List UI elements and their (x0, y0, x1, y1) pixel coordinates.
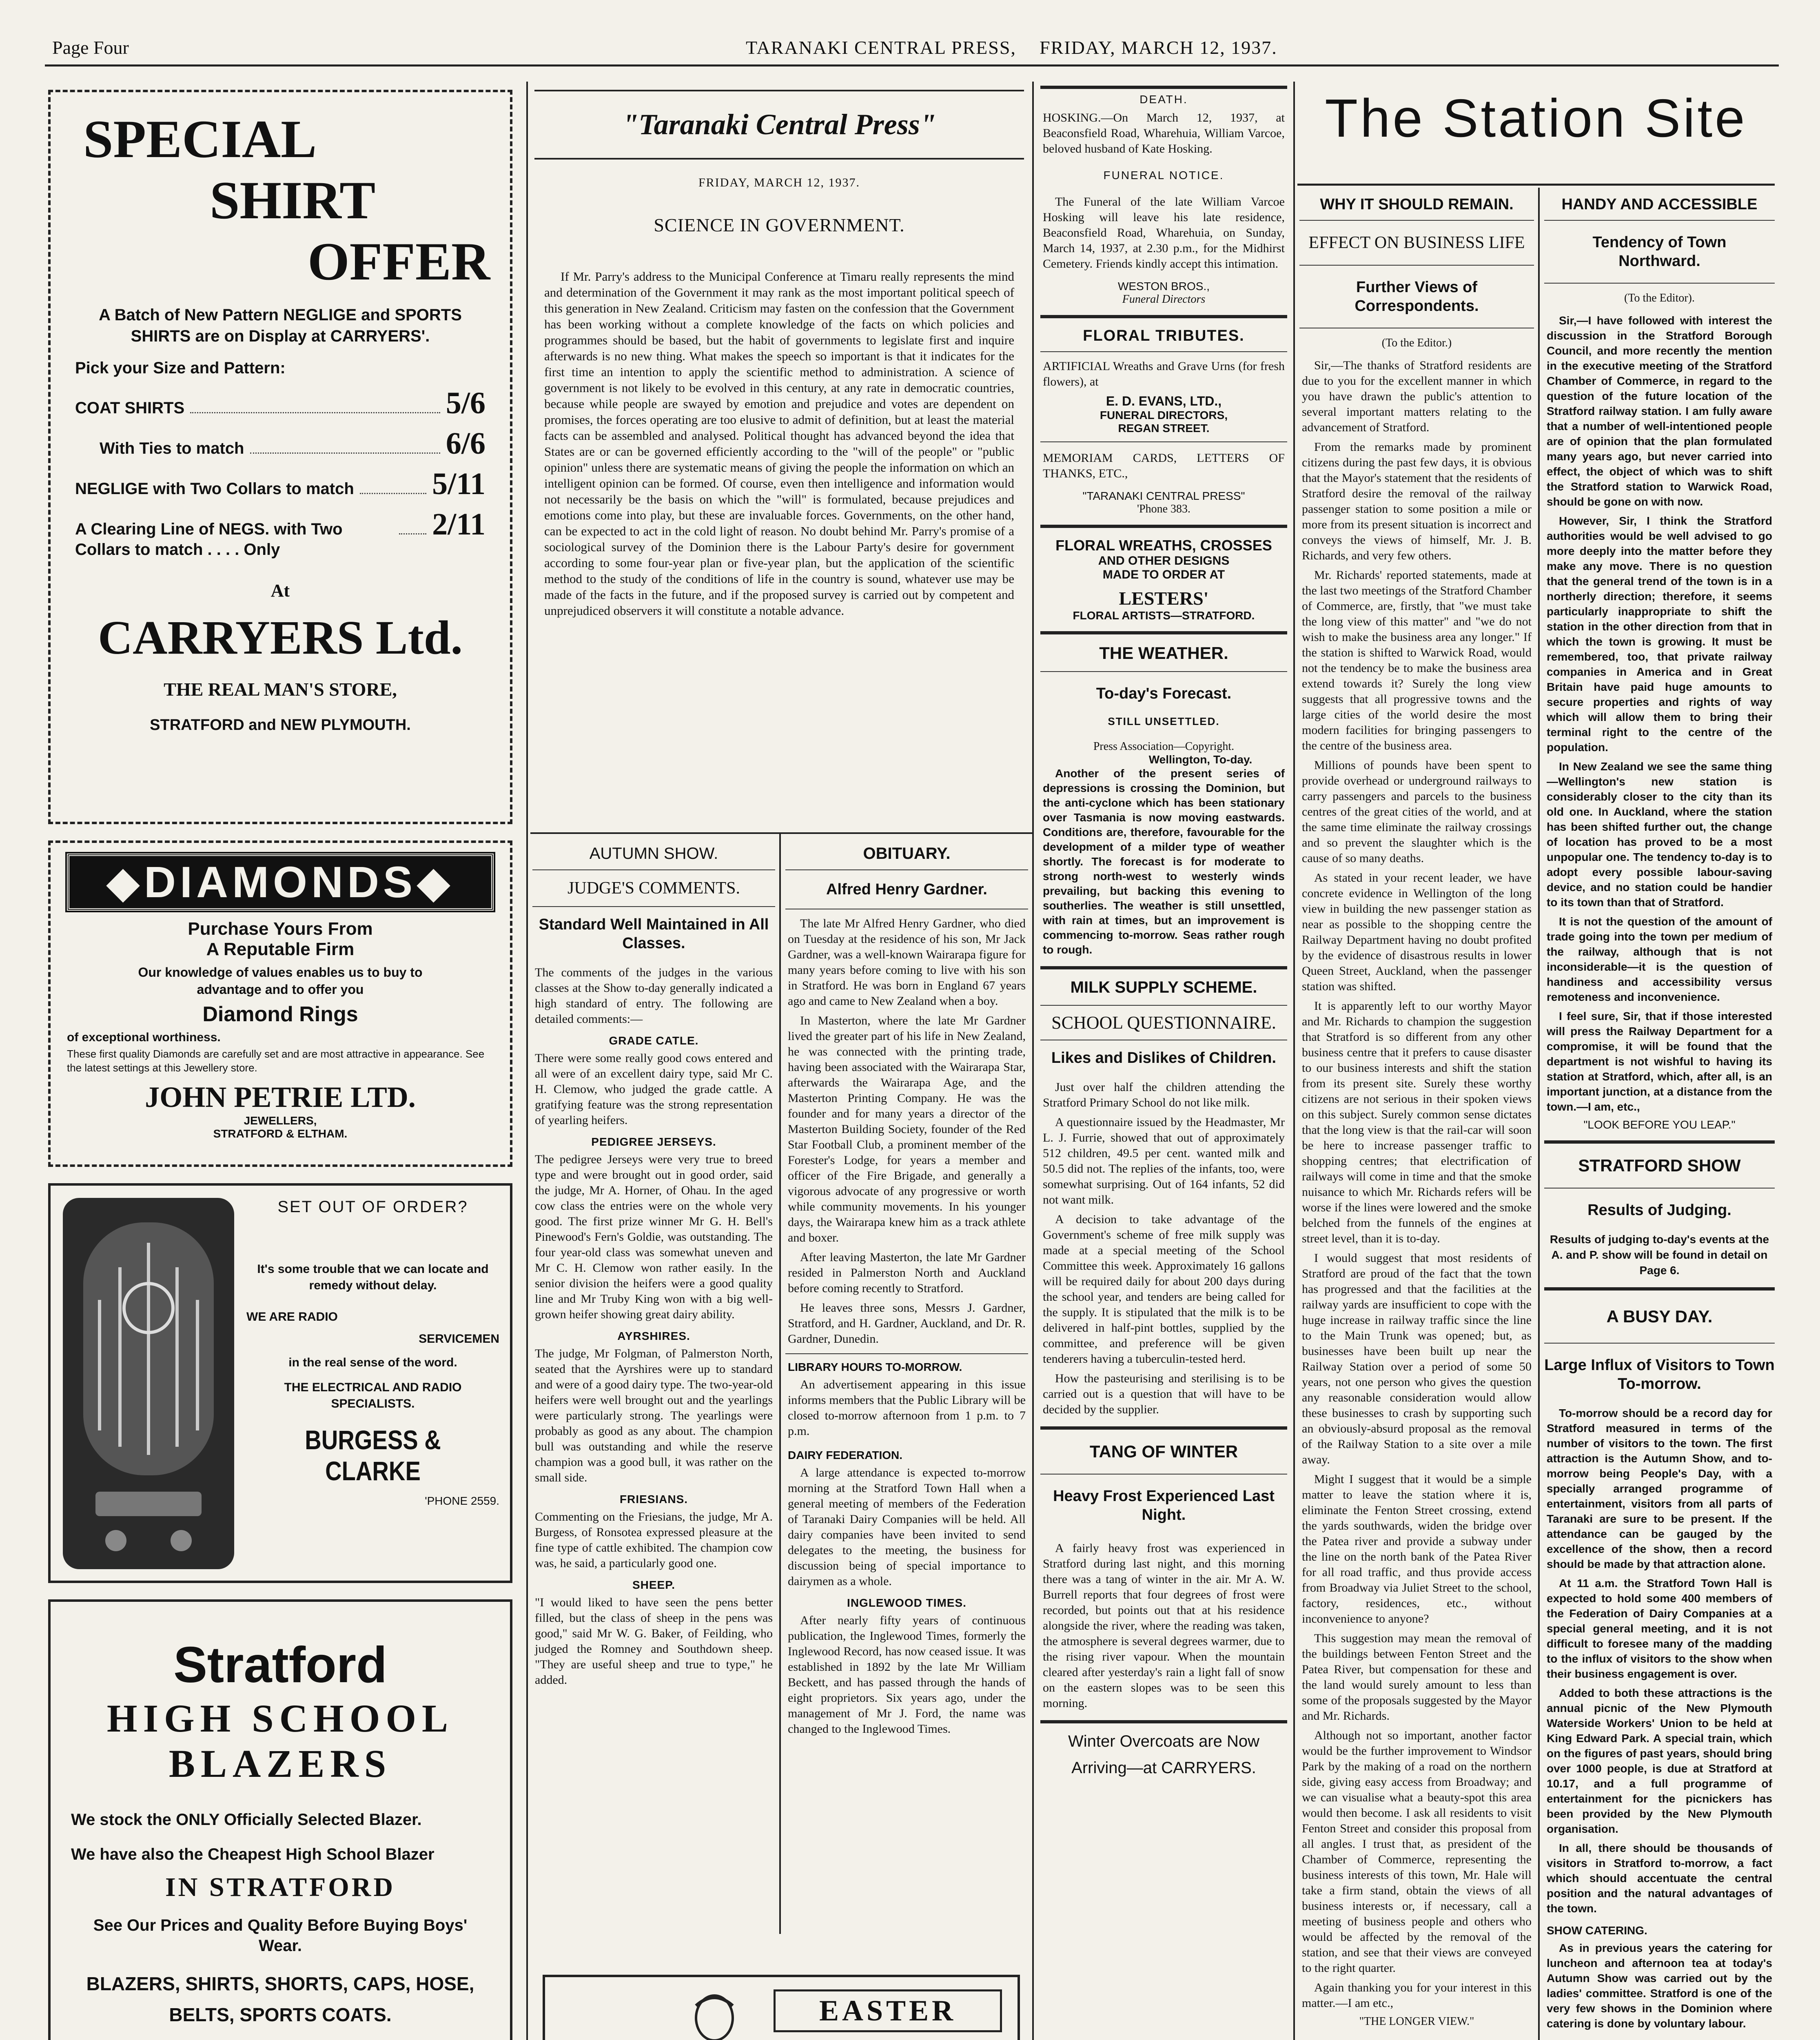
radio-ad-p2 (246, 1310, 499, 1346)
radio-ad-question: SET OUT OF ORDER? (277, 1198, 468, 1216)
milk-deck: Likes and Dislikes of Children. (1051, 1049, 1277, 1067)
radio-ad (48, 1183, 512, 1583)
radio-ad-copy (246, 1198, 499, 1508)
funeral-body: The Funeral of the late William Varcoe Hosking will leave his late residence, Beaconsfield Road, Wharehuia, on Sunday, March 14, 1937, at 2.30 p.m., for the Midhirst Cemetery. Friends kindly accept this intimation. (1043, 195, 1285, 271)
frost-deck: Heavy Frost Experienced Last Night. (1053, 1488, 1275, 1523)
lesters-l2: AND OTHER DESIGNS (1098, 554, 1230, 568)
easter-ad (543, 1975, 1020, 2040)
section-rule (530, 832, 1032, 834)
blazer-ad-title-3: BLAZERS (168, 1742, 392, 1785)
floral-title: FLORAL TRIBUTES. (1083, 327, 1245, 344)
station-right-column (1544, 192, 1775, 2040)
station-left-p3: Mr. Richards' reported statements, made at the last two meetings of the Stratford Chamber of Commerce, are, firstly, that "we must take the long view of this matter" and "we do not wish to make the business area any longer." If the station is shifted to Warwick Road, would not the tendency be to make the business area extend towards it? Surely the long view suggests that all progressive towns and the large cities of the world desire the most modern facilities for bringing passengers to the centre of the business area. (1302, 568, 1532, 752)
obituary-p1: The late Mr Alfred Henry Gardner, who died on Tuesday at the residence of his son, Mr Jack Gardner, was a well-known Wairarapa figure for many years before coming to live with his son in Stratford. He was born in England 67 years ago and came to New Zealand when a boy. (788, 917, 1026, 1008)
editorial-section (534, 82, 1024, 828)
station-right-deck: Tendency of Town Northward. (1592, 234, 1727, 270)
diamonds-tagline-2: A Reputable Firm (206, 939, 355, 959)
funeral-title: FUNERAL NOTICE. (1103, 169, 1224, 182)
section-rule (1297, 184, 1775, 186)
inglewood-title: INGLEWOOD TIMES. (847, 1597, 967, 1609)
obituary-title: OBITUARY. (863, 845, 951, 863)
shirt-ad-towns: STRATFORD and NEW PLYMOUTH. (150, 716, 411, 734)
station-left-sub: EFFECT ON BUSINESS LIFE (1308, 233, 1525, 252)
station-left-deck: Further Views of Correspondents. (1354, 279, 1479, 315)
station-left-p1: Sir,—The thanks of Stratford residents are due to you for the excellent manner in which you have drawn the public's attention to several important matters relating to the advancement of Stratford. (1302, 359, 1532, 434)
lesters-firm: LESTERS' (1119, 588, 1209, 609)
price-label: With Ties to match (100, 439, 244, 457)
masthead (52, 37, 1774, 61)
blazer-ad-line-4: See Our Prices and Quality Before Buying Boys' Wear. (93, 1916, 468, 1955)
autumn-show-p1: There were some really good cows entered and all were of an excellent dairy type, said Mr C. H. Clemow, who judged the grade cattle. A gratifying feature was the strong representation of yearling heifers. (535, 1051, 773, 1127)
memoriam-body: MEMORIAM CARDS, LETTERS OF THANKS, ETC., (1043, 451, 1285, 480)
issue-date: FRIDAY, MARCH 12, 1937. (1040, 37, 1277, 58)
station-left-p2: From the remarks made by prominent citizens during the past few days, it is obvious that the Mayor's statement that the residents of Stratford desire the removal of the railway passenger station to some position a mile or more from its present situation is incorrect and conveys the views of himself, Mr. J. B. Richards, and very few others. (1302, 440, 1532, 562)
milk-title: MILK SUPPLY SCHEME. (1070, 978, 1257, 996)
station-right-p5: I feel sure, Sir, that if those interested will press the Railway Department for a compromise, it will be found that the department is not wishful to having its station at Stratford, which, after all, is an important junction, at a distance from the town.—I am, etc., (1547, 1010, 1772, 1113)
editorial-date: FRIDAY, MARCH 12, 1937. (698, 176, 860, 189)
column-rule (1032, 82, 1034, 2040)
floral-addr: REGAN STREET. (1118, 422, 1210, 435)
station-left-p4: Millions of pounds have been spent to provide overhead or underground railways to carry passengers and parcels to the business centres of the great cities of the world, and at the same time eliminate the railway crossings and so prevent the slaughter which is the cause of so many deaths. (1302, 758, 1532, 865)
funeral-role: Funeral Directors (1122, 293, 1206, 306)
shirt-ad-title-2: SHIRT (210, 170, 376, 230)
blazer-ad-line-3: IN STRATFORD (165, 1872, 395, 1902)
column-rule (1538, 188, 1540, 2040)
diamonds-title: DIAMONDS (144, 857, 417, 907)
diamonds-firm: JOHN PETRIE LTD. (145, 1081, 416, 1113)
busy-p4: In all, there should be thousands of visitors in Stratford to-morrow, a fact which should accentuate the central position and the natural advantages of the town. (1547, 1842, 1772, 1915)
radio-ad-p1: It's some trouble that we can locate and remedy without delay. (257, 1262, 489, 1292)
radio-ad-p4: THE ELECTRICAL AND RADIO SPECIALISTS. (284, 1381, 462, 1410)
station-left-p10: Although not so important, another factor would be the further improvement to Windsor Park by the making of a road on the northern side, giving easy access from Broadway; and we can visualise what a beauty-spot this area would then become. I ask all residents to visit Fenton Street and consider this proposal from all angles. I trust that, as president of the Chamber of Commerce, representing the business interests of this town, Mr. Hale will take a firm stand, obtain the views of all business interests or, if necessary, call a meeting of business people and others who would be affected by the removal of the station, and see that their views are conveyed to the right quarter. (1302, 1729, 1532, 1975)
floral-role: FUNERAL DIRECTORS, (1100, 409, 1228, 421)
diamonds-tagline-1: Purchase Yours From (188, 919, 373, 939)
paper-name: TARANAKI CENTRAL PRESS, (746, 37, 1016, 58)
diamonds-body-1: Our knowledge of values enables us to buy to advantage and to offer you (138, 965, 423, 997)
lesters-l1: FLORAL WREATHS, CROSSES (1055, 537, 1272, 554)
column-rule (526, 82, 528, 2040)
dairy-body: A large attendance is expected to-morrow morning at the Stratford Town Hall when a general meeting of members of the Federation of Taranaki Dairy Companies will be held. All dairy companies have been invited to send delegates to the meeting, the business for discussion being of special importance to dairymen as a whole. (788, 1466, 1026, 1588)
milk-p1: Just over half the children attending the Stratford Primary School do not like milk. (1043, 1080, 1285, 1109)
price-value: 6/6 (446, 426, 485, 461)
shirt-ad-title-1: SPECIAL (83, 109, 317, 169)
easter-ad-title: EASTER (774, 1989, 1002, 2032)
price-label: A Clearing Line of NEGS. with Two Collars to match . . . . Only (75, 520, 343, 559)
blazer-ad-line-5: BLAZERS, SHIRTS, SHORTS, CAPS, HOSE, BELTS, SPORTS COATS. (86, 1973, 474, 2025)
station-left-editor: (To the Editor.) (1381, 337, 1452, 349)
page-number: Page Four (52, 37, 129, 58)
blazer-ad-title-2: HIGH SCHOOL (106, 1696, 454, 1740)
editorial-body: If Mr. Parry's address to the Municipal Conference at Timaru really represents the mind and determination of the Government it may rank as the most important political speech of this generation in New Zealand. Criticism may fasten on the confession that the Government has been working without a complete knowledge of the facts on which policies and programmes should be based, but the habit of governments to legislate first and inquire afterwards is no new thing. What makes the speech so important is that it indicates for the first time an intention to apply the scientific method to administration. A science of government is not likely to be evolved in this century, at any rate in democratic countries, because while people are swayed by emotion and prejudice and votes are dependent on promises, the forces operating are too elusive to admit of definition, but at least the material facts can be assembled and analysed. Political thought has advanced beyond the idea that States are or can be governed efficiently according to the "will of the people" or "public opinion" unless there are systematic means of giving the people the information on which an intelligent opinion can be formed. Of course, even then intelligence and information would not necessarily be the basis on which the "will" is formulated, because prejudices and emotions come into play, but these are invaluable forces. Governments, on the other hand, can be expected to act in the cold light of reason. No doubt behind Mr. Parry's promise of a sociological survey of the Dominion there is the Labour Party's desire for government according to some four-year plan or five-year plan, but the application of the scientific method to the study of the conditions of life in the country is sound, whatever use may be made of the facts in the future, and if the proposed survey is carried out by competent and unprejudiced observers it will constitute a notable advance. (544, 269, 1014, 618)
weather-title: THE WEATHER. (1099, 643, 1228, 663)
autumn-show-p3: The judge, Mr Folgman, of Palmerston North, seated that the Ayrshires were up to standard and were of a good dairy type. The two-year-old heifers were well brought out and the yearlings were particularly strong. The yearlings were probably as good as any about. The champion bull was outstanding and while the reserve champion was a good bull, it was rather on the small side. (535, 1347, 773, 1484)
column-rule (779, 832, 781, 1934)
station-right-p2: However, Sir, I think the Stratford authorities would be well advised to go more deeply into the matter before they make any move. There is no question that the general trend of the town is in a northerly direction; therefore, it seems particularly inappropriate to shift the station in the other direction from that in which the town is growing. It must be remembered, too, that private railway companies in America and in Great Britain have paid huge amounts to secure properties and rights of way which will allow them to bring their terminal right to the centre of the population. (1547, 514, 1772, 754)
shirt-offer-ad (48, 90, 512, 824)
station-left-p6: It is apparently left to our worthy Mayor and Mr. Richards to champion the suggestion that Stratford is so different from any other business centre that it prefers to cause disaster to our business interests and shift the station from its present site. Surely these worthy citizens are not serious in their spoken views on this subject. Surely common sense dictates that the long view is that the rail-car will soon be here to increase passenger traffic to shopping centres; that electrification of railways will come in time and that the smoke nuisance to which Mr. Richards refers will be worse if the lines were lowered and the smoke belched from the funnels of the engines at street level, than it is to-day. (1302, 999, 1532, 1245)
catering-title: SHOW CATERING. (1547, 1924, 1647, 1937)
overcoats-l1: Winter Overcoats are Now (1068, 1732, 1260, 1750)
shirt-ad-intro: A Batch of New Pattern NEGLIGE and SPORTS SHIRTS are on Display at CARRYERS'. (99, 306, 462, 345)
man-in-suit-illustration (667, 1989, 761, 2040)
catering-body: As in previous years the catering for luncheon and afternoon tea at today's Autumn Show was carried out by the ladies' committee. Stratford is one of the very few shows in the Dominion where catering is done by voluntary labour. (1547, 1942, 1772, 2030)
blazer-ad-title-1: Stratford (173, 1637, 387, 1693)
blazer-ad-line-2: We have also the Cheapest High School Blazer (71, 1845, 434, 1863)
station-banner: The Station Site (1325, 88, 1747, 148)
autumn-show-sub: JUDGE'S COMMENTS. (568, 879, 740, 898)
price-row-with-ties (75, 426, 485, 461)
diamonds-trade: JEWELLERS, (244, 1114, 317, 1127)
busy-p2: At 11 a.m. the Stratford Town Hall is expected to hold some 400 members of the Federation of Dairy Companies at a special general meeting, and it is not difficult to foresee many of the madding to the influx of visitors to the show when their business engagement is over. (1547, 1577, 1772, 1680)
overcoats-l2: Arriving—at CARRYERS. (1071, 1759, 1256, 1777)
weather-credit: Press Association—Copyright. (1093, 740, 1235, 753)
library-title: LIBRARY HOURS TO-MORROW. (788, 1361, 962, 1373)
autumn-show-p4: Commenting on the Friesians, the judge, Mr A. Burgess, of Ronsotea expressed pleasure at the fine type of cattle exhibited. The champion cow was, he said, a particularly good one. (535, 1510, 773, 1570)
column-rule (1293, 82, 1295, 2040)
masthead-rule (45, 64, 1779, 67)
autumn-show-deck: Standard Well Maintained in All Classes. (539, 916, 769, 952)
diamonds-body-3: These first quality Diamonds are carefully set and are most attractive in appearance. See the latest settings at this Jewellery store. (67, 1048, 485, 1074)
busy-deck: Large Influx of Visitors to Town To-morrow. (1544, 1357, 1775, 1393)
lesters-role: FLORAL ARTISTS—STRATFORD. (1073, 609, 1255, 622)
obituary-p4: He leaves three sons, Messrs J. Gardner, Stratford, and H. Gardner, Auckland, and Dr. R. Gardner, Dunedin. (788, 1301, 1026, 1346)
autumn-show-article (532, 840, 775, 1934)
death-body: HOSKING.—On March 12, 1937, at Beaconsfield Road, Wharehuia, William Varcoe, beloved husband of Kate Hosking. (1043, 111, 1285, 155)
radio-icon (59, 1194, 238, 1573)
diamond-icon: ◆ (417, 857, 455, 907)
weather-place: Wellington, To-day. (1148, 753, 1252, 766)
station-left-sign: "THE LONGER VIEW." (1359, 2015, 1474, 2028)
price-row-coat-shirts (75, 386, 485, 421)
gentleman-icon (667, 1989, 761, 2040)
lesters-l3: MADE TO ORDER AT (1102, 568, 1225, 581)
weather-status: STILL UNSETTLED. (1108, 715, 1220, 727)
diamonds-banner (67, 854, 494, 911)
busy-title: A BUSY DAY. (1606, 1307, 1713, 1326)
station-left-p8: Might I suggest that it would be a simple matter to leave the station where it is, eliminate the Fenton Street crossing, extend the yards southwards, widen the bridge over the Patea river and provide a subway under the line on the north bank of the Patea River for all road traffic, and thus provide access from Broadway via Juliet Street to the school, factory, residences, etc., without inconvenience to anyone? (1302, 1472, 1532, 1625)
radio-ad-p2a: WE ARE RADIO (246, 1310, 338, 1324)
radio-ad-p2b: SERVICEMEN (419, 1332, 499, 1346)
autumn-show-p5: "I would liked to have seen the pens better filled, but the class of sheep in the pens was good," said Mr W. G. Baker, of Feilding, who judged the Romney and Southdown sheep. "They are useful sheep and true to type," he added. (535, 1596, 773, 1687)
autumn-show-s5: SHEEP. (632, 1579, 676, 1591)
show-title: STRATFORD SHOW (1578, 1156, 1741, 1175)
busy-p3: Added to both these attractions is the annual picnic of the New Plymouth Waterside Workers' Union to be held at King Edward Park. A special train, which on the figures of past years, should bring over 1000 people, is due at Stratford at 10.17, and a full programme of entertainment for the picnickers has been provided by the New Plymouth organisation. (1547, 1687, 1772, 1835)
floral-firm: E. D. EVANS, LTD., (1106, 394, 1222, 408)
station-left-title: WHY IT SHOULD REMAIN. (1320, 196, 1514, 213)
milk-p2: A questionnaire issued by the Headmaster, Mr L. J. Furrie, showed that out of approximately 512 children, 49.5 per cent. wanted milk and 50.5 did not. The replies of the infants, too, were somewhat surprising. Out of 164 infants, 52 did not want milk. (1043, 1115, 1285, 1206)
radio-ad-p3: in the real sense of the word. (288, 1356, 457, 1369)
shirt-ad-title-3: OFFER (308, 231, 490, 291)
shirt-ad-slogan: THE REAL MAN'S STORE, (164, 679, 397, 700)
station-left-p11: Again thanking you for your interest in this matter.—I am etc., (1302, 1981, 1532, 2010)
station-left-p7: I would suggest that most residents of Stratford are proud of the fact that the town has progressed and that the facilities at the railway yards are insufficient to cope with the huge increase in railway traffic since the line to the Main Trunk was opened; but, as businesses have been built up near the Railway Station over a period of some 50 years, not one person who gives the question any reasonable consideration would allow these businesses to crash by supporting such an obviously-absurd proposal as the removal of the Railway Station to a site over a mile away. (1302, 1251, 1532, 1466)
memoriam-paper: "TARANAKI CENTRAL PRESS" (1082, 490, 1245, 502)
show-body: Results of judging to-day's events at the A. and P. show will be found in detail on Page 6. (1550, 1233, 1769, 1277)
milk-p4: How the pasteurising and sterilising is to be carried out is a question that will have to be decided by the supplier. (1043, 1372, 1285, 1416)
notices-column (1040, 82, 1287, 2040)
station-left-p9: This suggestion may mean the removal of the buildings between Fenton Street and the Patea River, but compensation for these and the land would surely amount to less than some of the proposals suggested by the Mayor and Mr. Richards. (1302, 1632, 1532, 1723)
station-left-column (1299, 192, 1534, 2040)
price-value: 2/11 (432, 507, 485, 541)
price-row-neglige (75, 466, 485, 502)
station-right-p1: Sir,—I have followed with interest the discussion in the Stratford Borough Council, and more recently the mention in the executive meeting of the Stratford Chamber of Commerce, in regard to the question of the future location of the Stratford railway station. I am fully aware that a number of well-intentioned people are of opinion that the plan formulated many years ago, but never carried into effect, the object of which was to shift the Stratford station to Warwick Road, should be gone on with now. (1547, 314, 1772, 508)
autumn-show-s4: FRIESIANS. (619, 1493, 688, 1506)
inglewood-body: After nearly fifty years of continuous publication, the Inglewood Times, formerly the Inglewood Record, has now ceased issue. It was established in 1892 by the late Mr William Beckett, and has passed through the hands of eight proprietors. Six years ago, under the management of Mr J. Ford, the name was changed to the Inglewood Times. (788, 1614, 1026, 1736)
funeral-firm: WESTON BROS., (1117, 280, 1210, 293)
editorial-headline: SCIENCE IN GOVERNMENT. (654, 215, 905, 235)
station-right-p3: In New Zealand we see the same thing—Wellington's new station is considerably closer to the city than its old one. In Auckland, where the station has been shifted further out, the change of location has proved to be a most unpopular one. The tendency to-day is to adopt every possible labour-saving device, and no station could be handier to its town than that of Stratford. (1547, 760, 1772, 909)
price-value: 5/6 (446, 386, 485, 420)
easter-ad-copy (774, 1989, 1002, 2040)
obituary-p2: In Masterton, where the late Mr Gardner lived the greater part of his life in New Zealand, he was connected with the printing trade, having been associated with the Wairarapa Star, afterwards the Wairarapa Age, and the Masterton Printing Company. He was the founder and for many years a director of the Masterton Building Society, founder of the Red Star Football Club, a prominent member of the Forester's Lodge, for years a member and officer of the Fire Brigade, and generally a vigorous advocate of any progressive or worth while community movements. In his younger days, the Wairarapa knew him as a track athlete and boxer. (788, 1014, 1026, 1244)
radio-set-illustration (59, 1194, 238, 1573)
autumn-show-p2: The pedigree Jerseys were very true to breed type and were brought out in good order, said the judge, Mr A. Horner, of Ohau. In the aged cow class the entries were on the whole very good. The first prize winner Mr G. H. Bell's Pinewood's Fern's Goldie, was outstanding. The four year-old class was somewhat uneven and Mr C. H. Clemow won rather easily. In the senior division the heifers were a good quality line and Mr Truby King won with a big well-grown heifer showing great dairy ability. (535, 1153, 773, 1321)
obituary-column (785, 840, 1028, 1934)
dairy-title: DAIRY FEDERATION. (788, 1449, 903, 1461)
editorial-flag: "Taranaki Central Press" (622, 108, 936, 141)
price-label: COAT SHIRTS (75, 399, 185, 417)
station-right-sign: "LOOK BEFORE YOU LEAP." (1583, 1118, 1736, 1131)
obituary-name: Alfred Henry Gardner. (826, 881, 987, 898)
diamonds-body-2: of exceptional worthiness. (67, 1031, 221, 1044)
shirt-ad-at: At (270, 581, 290, 601)
station-right-title: HANDY AND ACCESSIBLE (1561, 196, 1758, 213)
blazer-ad-line-1: We stock the ONLY Officially Selected Blazer. (71, 1811, 422, 1829)
radio-ad-phone: 'PHONE 2559. (425, 1495, 499, 1507)
obituary-p3: After leaving Masterton, the late Mr Gardner resided in Palmerston North and Auckland before coming recently to Stratford. (788, 1251, 1026, 1295)
station-right-p4: It is not the question of the amount of trade going into the town per medium of the railway, although that is not inconsiderable—it is the question of handiness and accessibility versus remoteness and inconvenience. (1547, 915, 1772, 1003)
diamonds-rings: Diamond Rings (202, 1002, 358, 1026)
shirt-ad-store: CARRYERS Ltd. (98, 611, 463, 664)
weather-body: Another of the present series of depressions is crossing the Dominion, but the anti-cyclone which has been stationary over Tasmania is now moving eastwards. Conditions are, therefore, favourable for the development of a milder type of weather shortly. The forecast is for moderate to strong north-west to westerly winds prevailing, but backing this evening to southerlies. The weather is still unsettled, with rain at times, but an improvement is commencing to-morrow. Seas rather rough to rough. (1043, 767, 1285, 956)
autumn-show-intro: The comments of the judges in the various classes at the Show to-day generally indicated a high standard of entry. The following are detailed comments:— (535, 966, 773, 1026)
floral-body: ARTIFICIAL Wreaths and Grave Urns (for fresh flowers), at (1043, 359, 1285, 388)
autumn-show-s1: GRADE CATLE. (609, 1034, 699, 1047)
radio-ad-firm: BURGESS & CLARKE (305, 1425, 441, 1486)
weather-sub: To-day's Forecast. (1096, 685, 1232, 702)
death-title: DEATH. (1139, 93, 1188, 106)
blazer-ad (48, 1599, 512, 2040)
frost-body: A fairly heavy frost was experienced in Stratford during last night, and this morning there was a tang of winter in the air. Mr A. W. Burrell reports that four degrees of frost were recorded, but points out that at his residence alongside the river, where the reading was taken, the atmosphere is several degrees warmer, due to the rising river vapour. When the mountain cleared after yesterday's rain a light fall of snow on the eastern slopes was to be seen this morning. (1043, 1541, 1285, 1710)
price-row-clearing-line (75, 507, 485, 560)
diamonds-towns: STRATFORD & ELTHAM. (213, 1127, 348, 1140)
library-body: An advertisement appearing in this issue informs members that the Public Library will be closed to-morrow afternoon from 1 p.m. to 7 p.m. (788, 1378, 1026, 1438)
autumn-show-title: AUTUMN SHOW. (589, 845, 718, 863)
autumn-show-s3: AYRSHIRES. (617, 1330, 690, 1342)
station-right-editor: (To the Editor). (1624, 292, 1695, 304)
shirt-ad-pick: Pick your Size and Pattern: (75, 359, 286, 377)
busy-p1: To-morrow should be a record day for Stratford measured in terms of the number of visitors to the town. The first attraction is the Autumn Show, and to-morrow being People's Day, with a specially arranged programme of entertainment, visitors from all parts of Taranaki are sure to be present. If the attendance can be gauged by the excellence of the show, then a record should be made by that attraction alone. (1547, 1407, 1772, 1570)
frost-title: TANG OF WINTER (1089, 1442, 1238, 1461)
milk-sub: SCHOOL QUESTIONNAIRE. (1051, 1013, 1276, 1033)
milk-p3: A decision to take advantage of the Government's scheme of free milk supply was made at a special meeting of the School Committee this week. Approximately 16 gallons will be required daily for about 200 days during the school year, and tenders are being called for the supply. It is stipulated that the milk is to be delivered in half-pint bottles, supplied by the committee, and preference will be given tenderers having a tuberculin-tested herd. (1043, 1213, 1285, 1366)
memoriam-phone: 'Phone 383. (1137, 503, 1191, 515)
diamonds-ad (48, 840, 512, 1167)
price-label: NEGLIGE with Two Collars to match (75, 480, 354, 498)
show-sub: Results of Judging. (1587, 1202, 1731, 1219)
diamond-icon: ◆ (106, 857, 144, 907)
autumn-show-s2: PEDIGREE JERSEYS. (591, 1135, 716, 1148)
station-left-p5: As stated in your recent leader, we have concrete evidence in Wellington of the long view in building the new passenger station as near as possible to the shopping centre the Railway Department having no doubt profited by the evidence of disastrous results in lower Queen Street, Auckland, when the passenger station was shifted. (1302, 871, 1532, 993)
price-value: 5/11 (432, 467, 485, 501)
